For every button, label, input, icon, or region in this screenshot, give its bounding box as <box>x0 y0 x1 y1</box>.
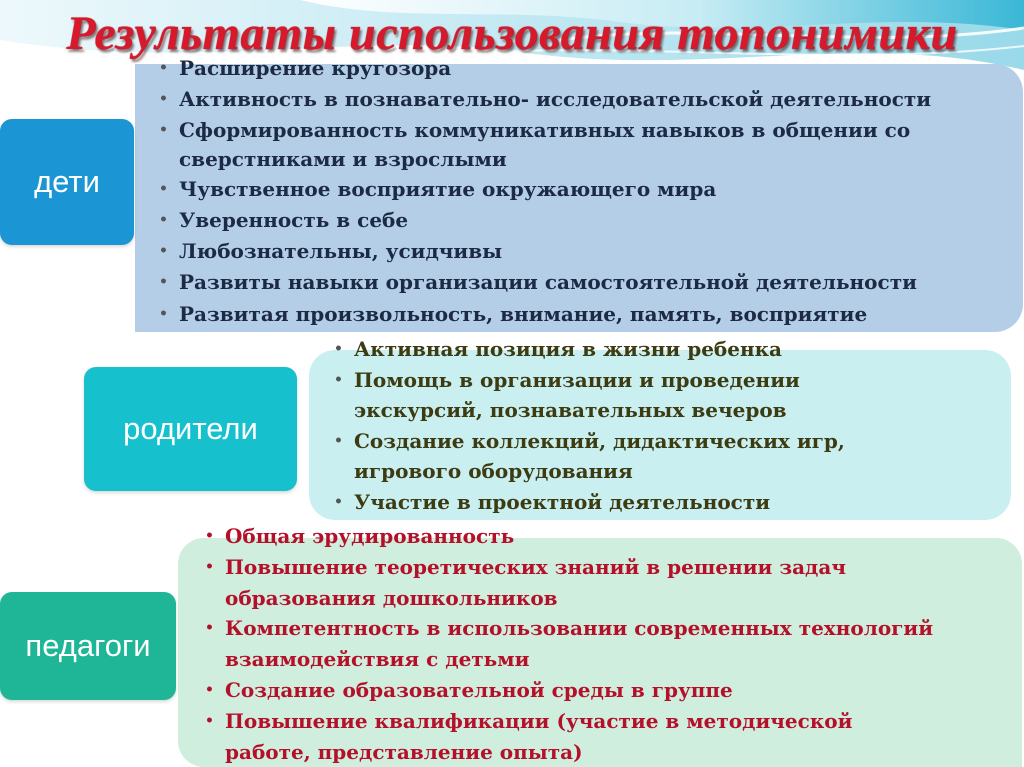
children-label: дети <box>0 119 134 245</box>
list-item: • Активность в познавательно- исследовательской деятельности <box>159 87 932 112</box>
parents-results-panel <box>309 337 1011 520</box>
list-item: • Развиты навыки организации самостоятельной деятельности <box>159 270 917 295</box>
list-item: • Общая эрудированность <box>205 524 515 548</box>
list-item: • Чувственное восприятие окружающего мира <box>159 176 717 201</box>
teachers-results-list <box>203 521 1003 767</box>
list-item: • Повышение квалификации (участие в методической работе, представление опыта) <box>205 708 853 764</box>
list-item: • Уверенность в себе <box>159 207 409 232</box>
teachers-label: педагоги <box>0 592 176 700</box>
parents-results-list <box>332 334 872 517</box>
list-item: • Создание образовательной среды в группе <box>205 677 733 702</box>
list-item: • Повышение теоретических знаний в решении задач образования дошкольников <box>205 554 846 610</box>
slide-title: Результаты использования топонимики <box>66 7 958 60</box>
list-item: • Развитая произвольность, внимание, память, восприятие <box>159 301 868 326</box>
list-item: • Создание коллекций, дидактических игр, игрового оборудования <box>334 428 845 483</box>
list-item: • Сформированность коммуникативных навыков в общении со сверстниками и взрослыми <box>159 117 911 171</box>
list-item: • Активная позиция в жизни ребенка <box>334 337 783 361</box>
list-item: • Участие в проектной деятельности <box>334 489 771 514</box>
list-item: • Любознательны, усидчивы <box>159 239 503 264</box>
children-results-panel <box>135 56 1023 332</box>
list-item: • Компетентность в использовании современных технологий взаимодействия с детьми <box>205 616 934 672</box>
list-item: • Расширение кругозора <box>159 56 452 80</box>
teachers-results-panel <box>178 524 1022 767</box>
list-item: • Помощь в организации и проведении экскурсий, познавательных вечеров <box>334 367 800 422</box>
children-results-list <box>157 53 1024 330</box>
parents-label: родители <box>84 367 297 491</box>
